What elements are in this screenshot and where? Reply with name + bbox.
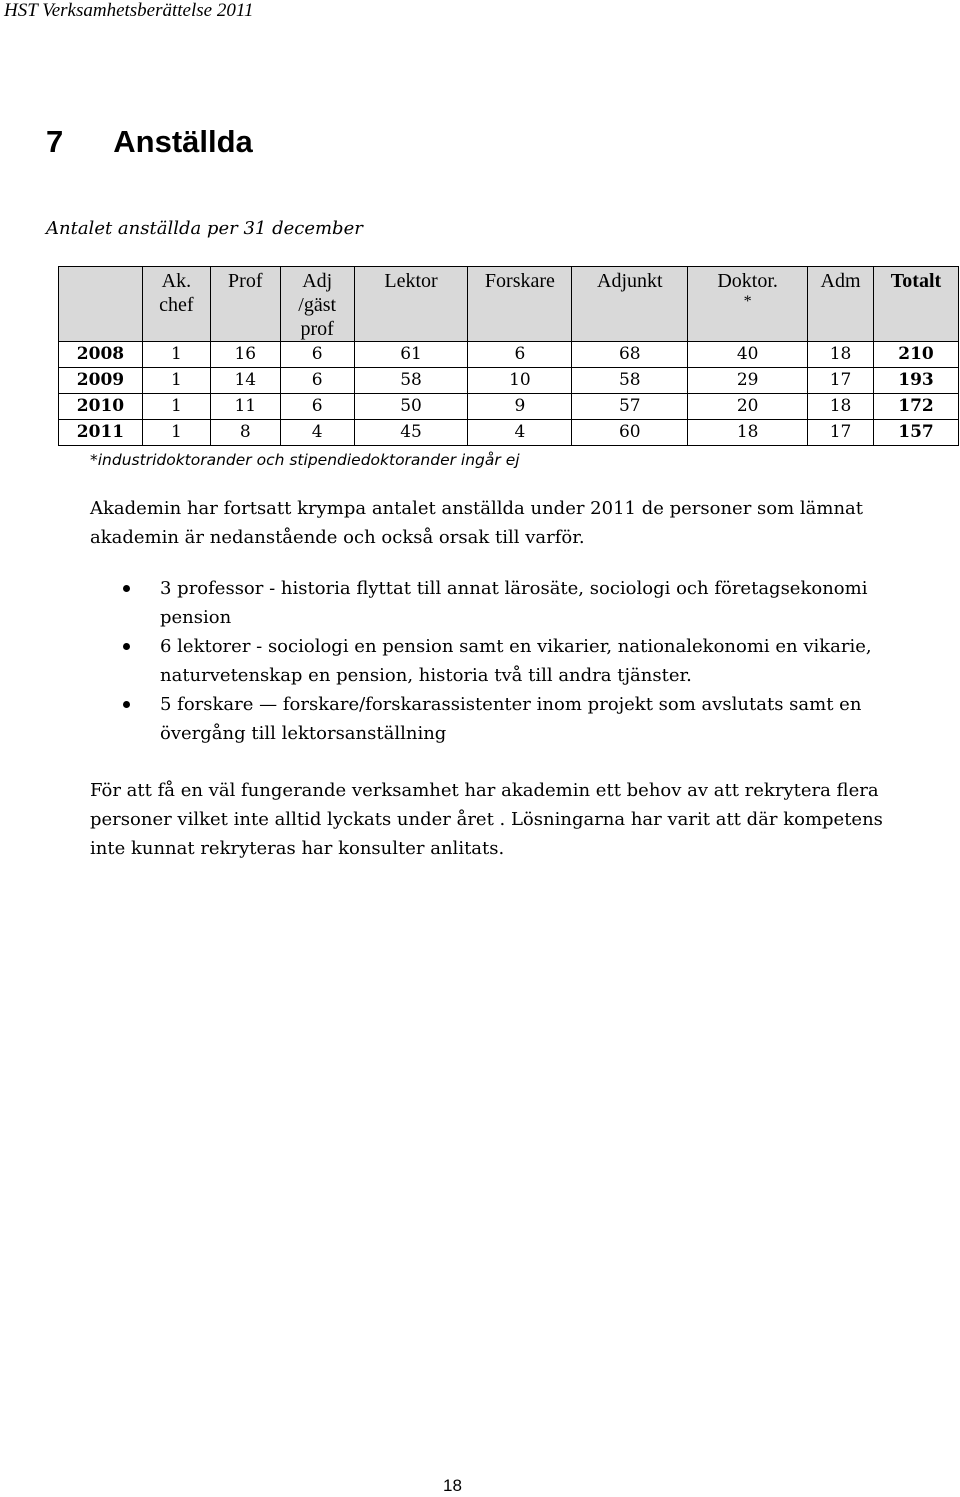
cell-totalt: 210 (874, 342, 959, 368)
header-totalt: Totalt (874, 267, 959, 342)
cell-year: 2008 (59, 342, 143, 368)
cell-prof: 11 (210, 394, 280, 420)
cell-adm: 17 (808, 420, 874, 446)
table-row (59, 394, 959, 420)
chapter-title: Anställda (113, 124, 253, 159)
header-ak-chef-line1: Ak. (161, 270, 192, 292)
table-header-row (59, 267, 959, 342)
bullet-icon (123, 585, 130, 592)
cell-totalt: 157 (874, 420, 959, 446)
cell-forskare: 10 (468, 368, 572, 394)
cell-adjunkt: 58 (572, 368, 688, 394)
chapter-heading (46, 124, 253, 160)
header-ak-chef (142, 267, 210, 342)
table-row (59, 420, 959, 446)
running-header: HST Verksamhetsberättelse 2011 (4, 0, 254, 21)
table-caption: Antalet anställda per 31 december (46, 218, 363, 239)
header-adj-line3: prof (300, 318, 334, 340)
header-adj (280, 267, 354, 342)
header-adj-line1: Adj (302, 270, 333, 292)
header-prof: Prof (210, 267, 280, 342)
header-doktor (688, 267, 808, 342)
list-item (90, 632, 910, 690)
header-doktor-asterisk: * (743, 293, 752, 310)
cell-ak-chef: 1 (142, 342, 210, 368)
page-number: 18 (443, 1476, 462, 1495)
cell-adm: 17 (808, 368, 874, 394)
cell-year: 2009 (59, 368, 143, 394)
cell-ak-chef: 1 (142, 394, 210, 420)
cell-doktor: 29 (688, 368, 808, 394)
cell-ak-chef: 1 (142, 368, 210, 394)
cell-forskare: 4 (468, 420, 572, 446)
table-row (59, 368, 959, 394)
cell-lektor: 61 (354, 342, 468, 368)
cell-year: 2011 (59, 420, 143, 446)
cell-totalt: 193 (874, 368, 959, 394)
cell-doktor: 18 (688, 420, 808, 446)
header-adj-line2: /gäst (298, 294, 337, 316)
cell-adj: 6 (280, 342, 354, 368)
header-ak-chef-line2: chef (159, 294, 194, 316)
cell-prof: 16 (210, 342, 280, 368)
cell-forskare: 9 (468, 394, 572, 420)
cell-lektor: 58 (354, 368, 468, 394)
cell-lektor: 50 (354, 394, 468, 420)
list-item (90, 690, 910, 748)
cell-doktor: 20 (688, 394, 808, 420)
staff-table (58, 266, 959, 446)
cell-prof: 8 (210, 420, 280, 446)
departure-reasons-list (90, 574, 910, 748)
header-lektor: Lektor (354, 267, 468, 342)
chapter-number: 7 (46, 124, 64, 159)
list-item-text: 5 forskare — forskare/forskarassistenter inom projekt som avslutats samt en övergång till lektorsanställning (160, 694, 862, 744)
cell-adm: 18 (808, 342, 874, 368)
cell-adjunkt: 57 (572, 394, 688, 420)
intro-paragraph: Akademin har fortsatt krympa antalet anställda under 2011 de personer som lämnat akademin är nedanstående och också orsak till varför. (90, 498, 864, 548)
cell-totalt: 172 (874, 394, 959, 420)
header-adjunkt: Adjunkt (572, 267, 688, 342)
header-adm: Adm (808, 267, 874, 342)
cell-prof: 14 (210, 368, 280, 394)
list-item-text: 3 professor - historia flyttat till annat lärosäte, sociologi och företagsekonomi pension (160, 578, 868, 628)
header-forskare: Forskare (468, 267, 572, 342)
cell-adj: 6 (280, 368, 354, 394)
list-item-text: 6 lektorer - sociologi en pension samt en vikarier, nationalekonomi en vikarie, naturvetenskap en pension, historia två till andra tjänster. (160, 636, 872, 686)
list-item (90, 574, 910, 632)
bullet-icon (123, 643, 130, 650)
cell-forskare: 6 (468, 342, 572, 368)
table-footnote: *industridoktorander och stipendiedoktorander ingår ej (90, 451, 520, 469)
bullet-icon (123, 701, 130, 708)
cell-adj: 6 (280, 394, 354, 420)
cell-adm: 18 (808, 394, 874, 420)
cell-ak-chef: 1 (142, 420, 210, 446)
closing-paragraph: För att få en väl fungerande verksamhet har akademin ett behov av att rekrytera flera personer vilket inte alltid lyckats under året . Lösningarna har varit att där kompetens inte kunnat rekryteras har konsulter anlitats. (90, 780, 883, 859)
cell-adj: 4 (280, 420, 354, 446)
cell-adjunkt: 68 (572, 342, 688, 368)
cell-lektor: 45 (354, 420, 468, 446)
cell-adjunkt: 60 (572, 420, 688, 446)
cell-doktor: 40 (688, 342, 808, 368)
table-row (59, 342, 959, 368)
header-doktor-line1: Doktor. (717, 270, 778, 292)
header-year (59, 267, 143, 342)
cell-year: 2010 (59, 394, 143, 420)
